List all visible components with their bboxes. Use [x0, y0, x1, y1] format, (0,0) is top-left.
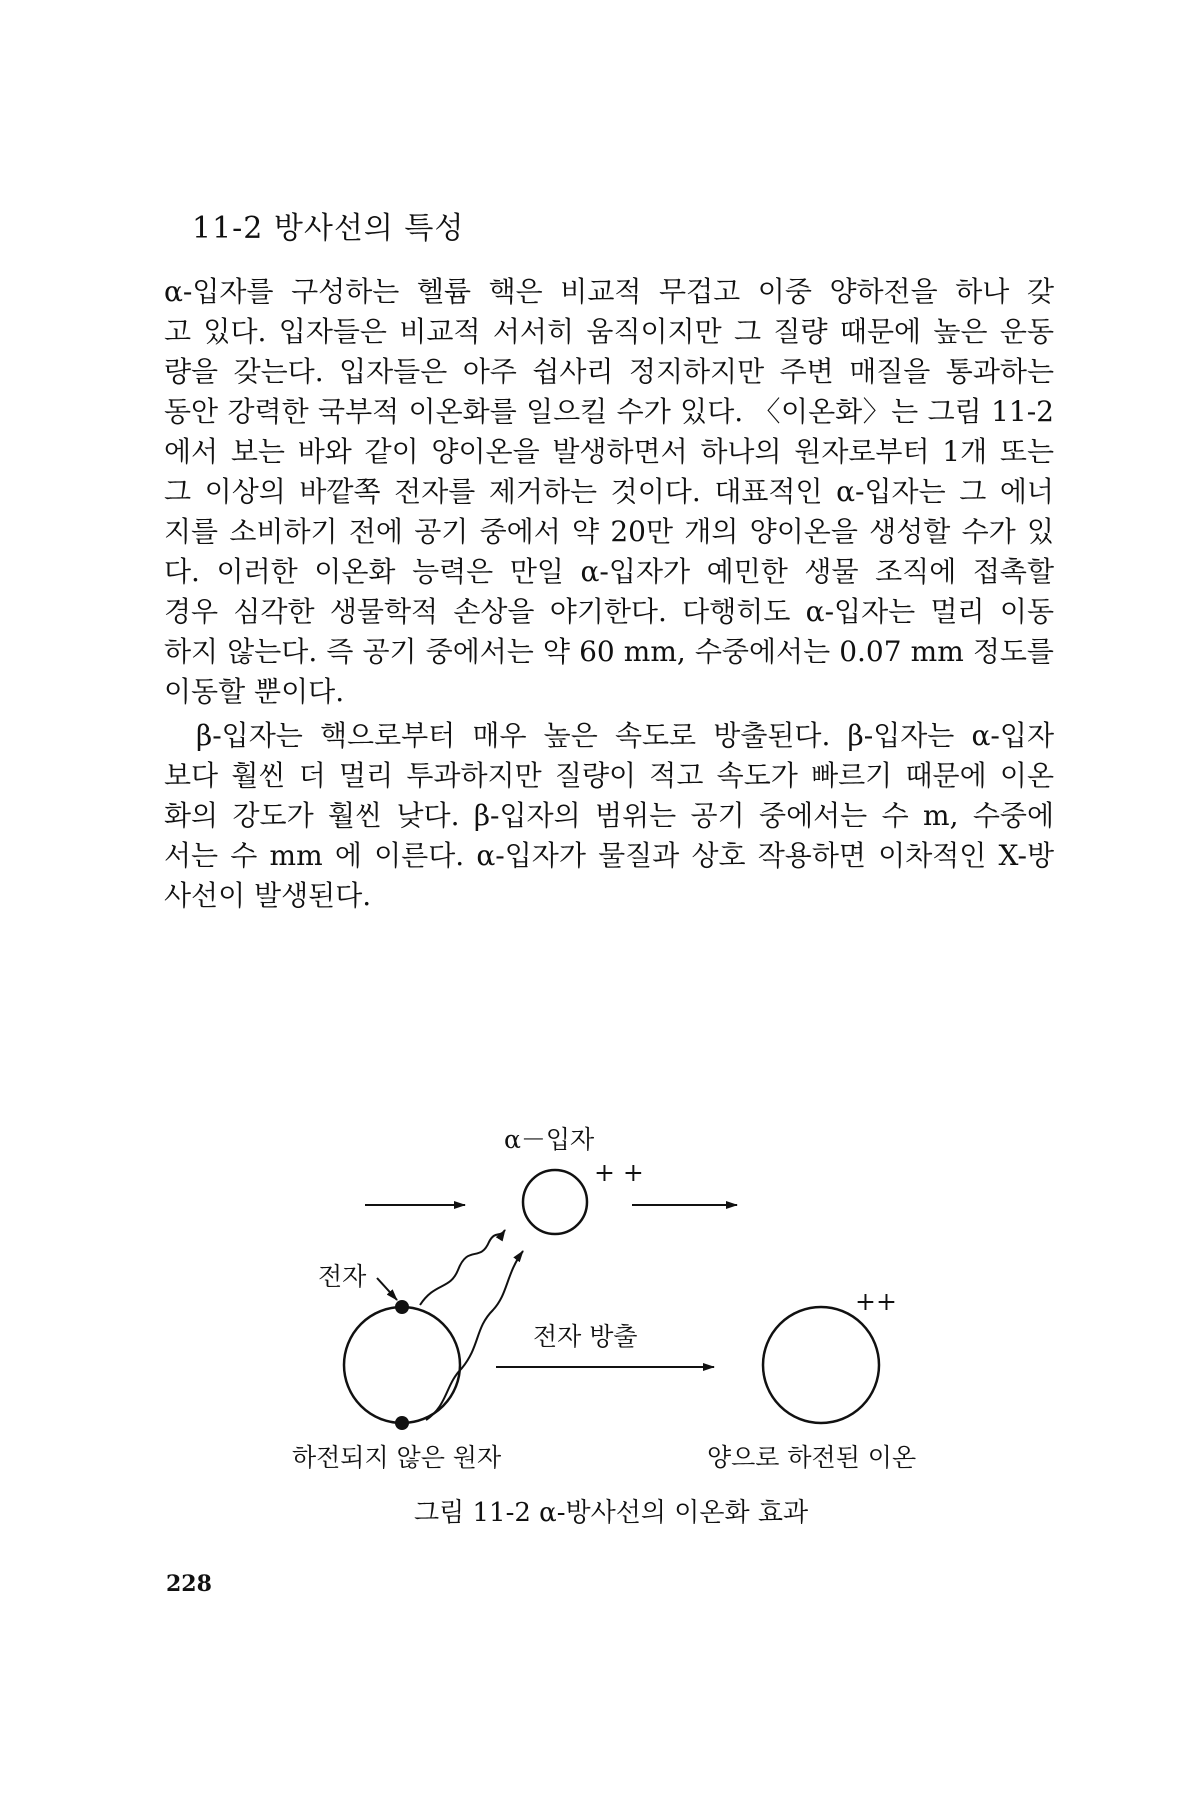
ion-charge-label: ++	[855, 1287, 897, 1316]
electron-label: 전자	[318, 1262, 367, 1291]
paragraph-line: 하지 않는다. 즉 공기 중에서는 약 60 mm, 수중에서는 0.07 mm 정도를	[164, 635, 1054, 668]
paragraph-line: 그 이상의 바깥쪽 전자를 제거하는 것이다. 대표적인 α-입자는 그 에너	[164, 475, 1054, 508]
neutral-atom-label: 하전되지 않은 원자	[292, 1443, 502, 1472]
alpha-particle	[523, 1170, 587, 1234]
paragraph-line: 보다 훨씬 더 멀리 투과하지만 질량이 적고 속도가 빠르기 때문에 이온	[164, 759, 1054, 792]
paragraph-line: α-입자를 구성하는 헬륨 핵은 비교적 무겁고 이중 양하전을 하나 갖	[164, 275, 1054, 308]
electron-top	[395, 1300, 409, 1314]
section-title: 11-2 방사선의 특성	[192, 211, 465, 246]
electron-bottom	[395, 1416, 409, 1430]
neutral-atom	[344, 1307, 460, 1423]
alpha-particle-label: α－입자	[504, 1125, 595, 1154]
wavy-arrow-alpha-to-electron	[426, 1251, 523, 1420]
paragraph-line: 서는 수 mm 에 이른다. α-입자가 물질과 상호 작용하면 이차적인 X-방	[164, 839, 1054, 872]
paragraph-line: 이동할 뿐이다.	[164, 675, 345, 708]
paragraph-line: 다. 이러한 이온화 능력은 만일 α-입자가 예민한 생물 조직에 접촉할	[164, 555, 1054, 588]
paragraph-line: 사선이 발생된다.	[164, 879, 372, 912]
positive-ion-label: 양으로 하전된 이온	[707, 1443, 917, 1472]
wavy-arrow-electron-to-alpha	[420, 1230, 505, 1305]
paragraph-line: 고 있다. 입자들은 비교적 서서히 움직이지만 그 질량 때문에 높은 운동	[164, 315, 1054, 348]
emission-label: 전자 방출	[533, 1322, 638, 1351]
alpha-charge-label: + +	[594, 1158, 644, 1187]
electron-pointer-arrow	[377, 1278, 397, 1300]
page-number: 228	[166, 1571, 212, 1597]
figure-caption: 그림 11-2 α-방사선의 이온화 효과	[414, 1498, 809, 1528]
positive-ion	[763, 1307, 879, 1423]
paragraph-line: 에서 보는 바와 같이 양이온을 발생하면서 하나의 원자로부터 1개 또는	[164, 435, 1054, 468]
paragraph-line: β-입자는 핵으로부터 매우 높은 속도로 방출된다. β-입자는 α-입자	[196, 719, 1054, 752]
paragraph-line: 화의 강도가 훨씬 낮다. β-입자의 범위는 공기 중에서는 수 m, 수중에	[164, 799, 1054, 832]
paragraph-line: 량을 갖는다. 입자들은 아주 쉽사리 정지하지만 주변 매질을 통과하는	[164, 355, 1054, 388]
paragraph-line: 경우 심각한 생물학적 손상을 야기한다. 다행히도 α-입자는 멀리 이동	[164, 595, 1054, 628]
paragraph-line: 동안 강력한 국부적 이온화를 일으킬 수가 있다. 〈이온화〉는 그림 11-2	[164, 395, 1054, 428]
paragraph-line: 지를 소비하기 전에 공기 중에서 약 20만 개의 양이온을 생성할 수가 있	[164, 515, 1054, 548]
